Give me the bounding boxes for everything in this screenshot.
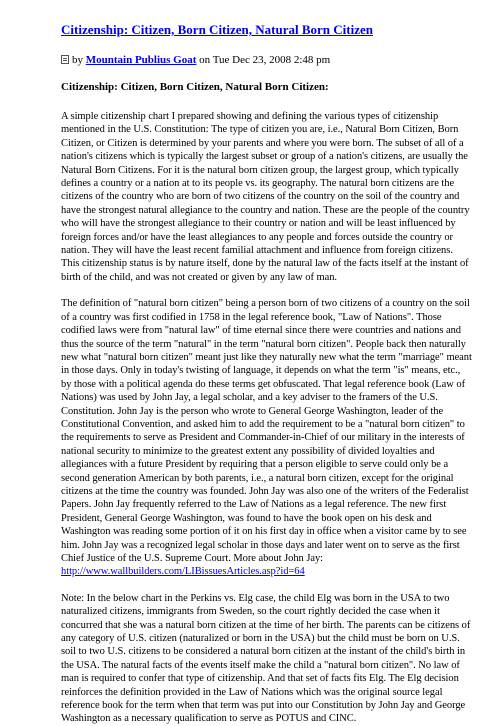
byline-prefix: by	[72, 54, 83, 66]
post-subheading: Citizenship: Citizen, Born Citizen, Natural Born Citizen:	[61, 81, 329, 93]
paragraph-definition-text: The definition of "natural born citizen" being a person born of two citizens of a country on the soil of a country was first codified in 1758 in the legal reference book, "Law of Nations". Those codified laws were from "natural law" of time eternal since there were countries and nations and thus the source of the term "natural" in the term "natural born citizen". People back then naturally new what "natural born citizen" meant just like they naturally new what the term "marriage" meant in those days. Only in today's twisting of language, it depends on what the term "is" means, etc., by those with a political agenda do these terms get obfuscated. That legal reference book (Law of Nations) was used by John Jay, a legal scholar, and a key adviser to the framers of the U.S. Constitution. John Jay is the person who wrote to General George Washington, leader of the Constitutional Convention, and asked him to add the requirement to be a "natural born citizen" to the requirements to serve as President and Commander-in-Chief of our military in the interests of national security to minimize to the greatest extent any possibility of divided loyalties and allegiances with a future President by requiring that a person eligible to serve could only be a second generation American by both parents, i.e., a natural born citizen, except for the original citizens at the time the country was founded. John Jay was also one of the writers of the Federalist Papers. John Jay frequently referred to the Law of Nations as a legal reference. The new first President, General George Washington, was found to have the book open on his desk and Washington was reading some portion of it on his first day in office when a visitor came by to see him. John Jay was a recognized legal scholar in those days and later went on to serve as the first Chief Justice of the U.S. Supreme Court. More about John Jay:	[61, 298, 472, 564]
post-byline	[61, 54, 473, 67]
post-date: on Tue Dec 23, 2008 2:48 pm	[196, 54, 331, 66]
wallbuilders-link[interactable]: http://www.wallbuilders.com/LIBissuesArticles.asp?id=64	[61, 566, 305, 578]
paragraph-intro: A simple citizenship chart I prepared showing and defining the various types of citizenship mentioned in the U.S. Constitution: The type of citizen you are, i.e., Natural Born Citizen, Born Citizen, or Citizen is determined by your parents and where you were born. The subset of all of a nation's citizens which is typically the largest subset or group of a nation's citizens, are usually the Natural Born Citizens. For it is the natural born citizen group, the largest group, which typically defines a country or a nation at to its people vs. its geography. The natural born citizens are the citizens of the country who are born of two citizens of the country on the soil of the country and have the strongest natural allegiance to the country and nation. These are the people of the country who will have the strongest allegiance to their country or nation and will be least influenced by foreign forces and/or have the least allegiances to any people and forces outside the country or nation. They will have the least recent familial attachment and influence from foreign citizens. This citizenship status is by nature itself, done by the natural law of the facts itself at the instant of birth of the child, and was not created or given by any law of man.	[61, 111, 470, 283]
post-title-link[interactable]: Citizenship: Citizen, Born Citizen, Natural Born Citizen	[61, 22, 373, 37]
paragraph-note: Note: In the below chart in the Perkins vs. Elg case, the child Elg was born in the USA to two naturalized citizens, immigrants from Sweden, so the court rightly decided the case when it concurred that she was a natural born citizen at the time of her birth. The parents can be citizens of any category of U.S. citizen (naturalized or born in the USA) but the child must be born on U.S. soil to two U.S. citizens to be considered a natural born citizen at the instant of the child's birth in the USA. The natural facts of the events itself make the child a "natural born citizen". No law of man is required to confer that type of citizenship. And that set of facts fits Elg. The Elg decision reinforces the definition provided in the Law of Nations which was the original source legal reference book for the term when that term was put into our Constitution by John Jay and George Washington as a necessary qualification to serve as POTUS and CINC.	[61, 592, 471, 725]
author-link[interactable]: Mountain Publius Goat	[85, 54, 197, 66]
paragraph-definition	[61, 297, 473, 579]
post-icon	[61, 55, 69, 64]
